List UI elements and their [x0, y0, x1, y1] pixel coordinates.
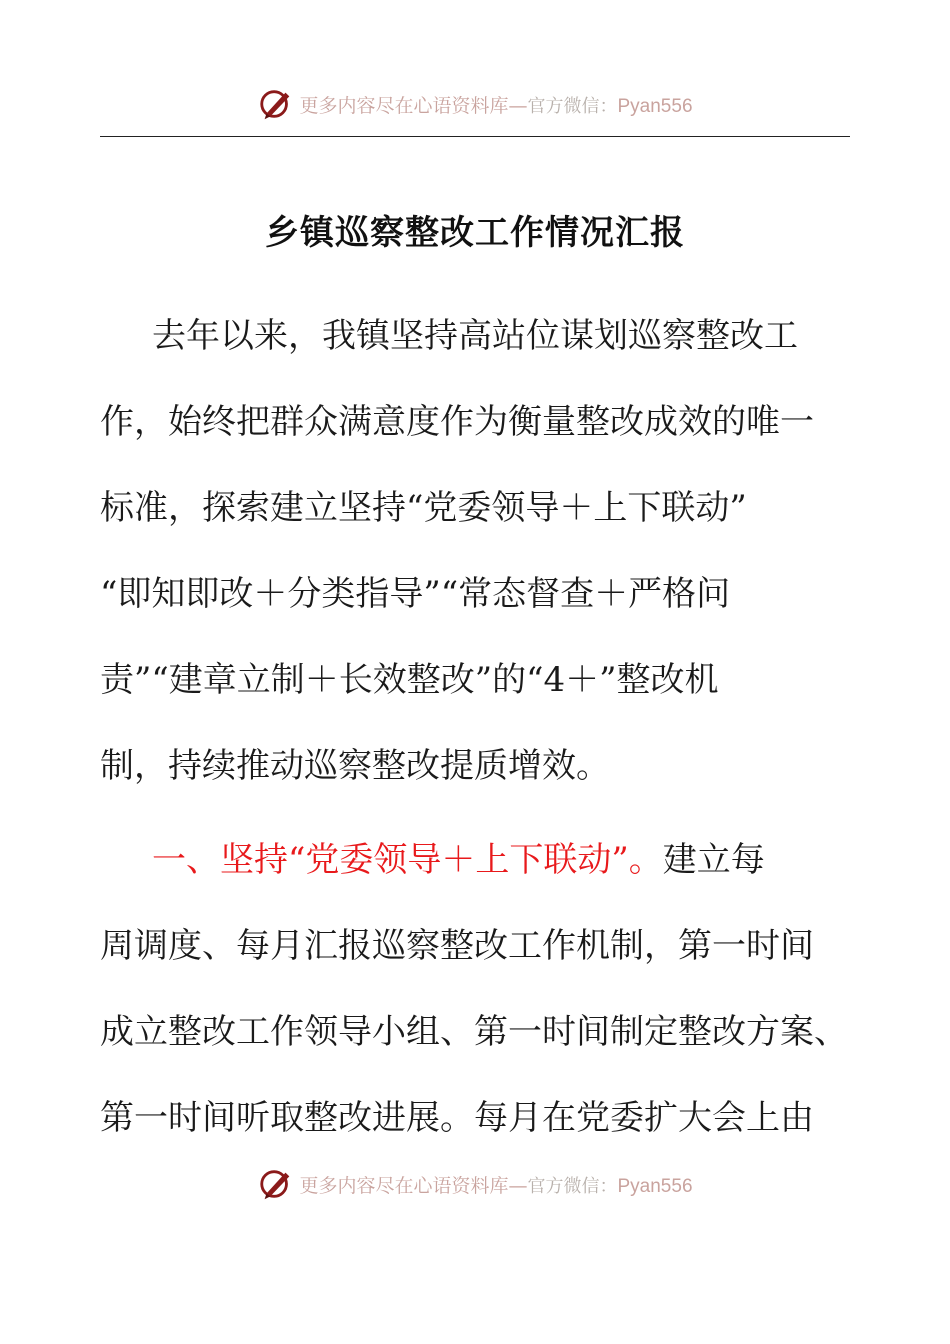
watermark-banner-bottom — [0, 1162, 950, 1206]
header-divider — [100, 136, 850, 137]
watermark-text: 更多内容尽在心语资料库—官方微信：Pyan556 — [299, 94, 693, 117]
paragraph-line: 标准，探索建立坚持“党委领导＋上下联动” — [100, 488, 747, 528]
paragraph-line: 去年以来，我镇坚持高站位谋划巡察整改工 — [152, 316, 798, 356]
pen-logo-icon — [257, 1165, 295, 1203]
watermark-banner-top — [0, 82, 950, 126]
paragraph-line: 第一时间听取整改进展。每月在党委扩大会上由 — [100, 1098, 814, 1138]
section-heading-line — [152, 840, 912, 880]
paragraph-line: 周调度、每月汇报巡察整改工作机制，第一时间 — [100, 926, 814, 966]
paragraph-line: 作，始终把群众满意度作为衡量整改成效的唯一 — [100, 402, 814, 442]
document-title: 乡镇巡察整改工作情况汇报 — [265, 213, 685, 253]
watermark-text: 更多内容尽在心语资料库—官方微信：Pyan556 — [299, 1174, 693, 1197]
paragraph-line: “即知即改＋分类指导”“常态督查＋严格问 — [100, 574, 731, 614]
section-heading: 一、坚持“党委领导＋上下联动”。 — [152, 840, 663, 880]
section-lead-text: 建立每 — [662, 840, 765, 880]
pen-logo-icon — [257, 85, 295, 123]
paragraph-line: 制，持续推动巡察整改提质增效。 — [100, 746, 610, 786]
paragraph-line: 责”“建章立制＋长效整改”的“4＋”整改机 — [100, 660, 719, 700]
paragraph-line: 成立整改工作领导小组、第一时间制定整改方案、 — [100, 1012, 848, 1052]
